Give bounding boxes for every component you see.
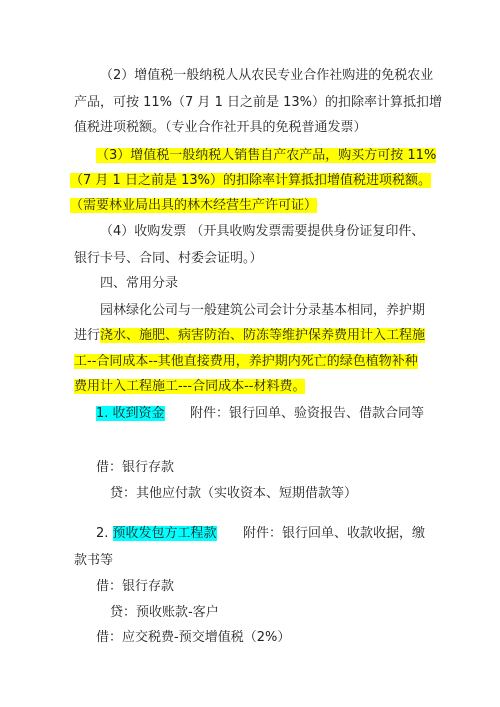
entry2-attachments-cont: 款书等 <box>74 553 114 568</box>
p3-line3 <box>70 196 317 216</box>
entry1-debit: 借：银行存款 <box>96 460 175 475</box>
entry2-number: 2. <box>96 526 113 541</box>
intro-line1: 园林绿化公司与一般建筑公司会计分录基本相同，养护期 <box>100 303 426 318</box>
intro-line2-highlight: 浇水、施肥、病害防治、防冻等维护保养费用计入工程施 <box>100 328 426 343</box>
entry2-debit: 借：银行存款 <box>96 579 175 594</box>
p3-line3-text: （需要林业局出具的林木经营生产许可证） <box>70 198 318 213</box>
entry1-title <box>96 404 165 424</box>
intro-line2 <box>74 326 425 346</box>
entry2-title-text: 预收发包方工程款 <box>112 526 217 541</box>
p2-line3: 值税进项税额。（专业合作社开具的免税普通发票） <box>74 120 367 135</box>
intro-line3-text: 工--合同成本--其他直接费用，养护期内死亡的绿色植物补种 <box>74 354 418 369</box>
p2-line1: （2）增值税一般纳税人从农民专业合作社购进的免税农业 <box>100 68 434 83</box>
entry1-attachments: 附件：银行回单、验资报告、借款合同等 <box>190 406 425 421</box>
p3-line2-text: （7 月 1 日之前是 13%）的扣除率计算抵扣增值税进项税额。 <box>70 173 431 188</box>
intro-line4 <box>74 377 305 397</box>
p3-line2 <box>70 171 431 191</box>
entry1-title-text: 1. 收到资金 <box>96 406 165 421</box>
entry2-debit2: 借：应交税费-预交增值税（2%） <box>96 630 291 645</box>
entry2-title <box>96 524 217 544</box>
entry1-credit: 贷：其他应付款（实收资本、短期借款等） <box>110 486 358 501</box>
p3-line1-text: （3）增值税一般纳税人销售自产农产品，购买方可按 11% <box>96 148 437 163</box>
section-heading: 四、常用分录 <box>100 276 179 291</box>
entry2-attachments: 附件：银行回单、收款收据，缴 <box>243 526 426 541</box>
p4-line2: 银行卡号、合同、村委会证明。） <box>74 251 263 266</box>
intro-line4-text: 费用计入工程施工---合同成本--材料费。 <box>74 379 306 394</box>
entry2-credit: 贷：预收账款-客户 <box>110 605 219 620</box>
intro-line2-plain: 进行 <box>74 328 101 343</box>
intro-line3 <box>74 352 418 372</box>
p4-line1: （4）收购发票 （开具收购发票需要提供身份证复印件、 <box>100 224 425 239</box>
p2-line2: 产品，可按 11%（7 月 1 日之前是 13%）的扣除率计算抵扣增 <box>74 95 442 110</box>
p3-line1 <box>96 146 436 166</box>
